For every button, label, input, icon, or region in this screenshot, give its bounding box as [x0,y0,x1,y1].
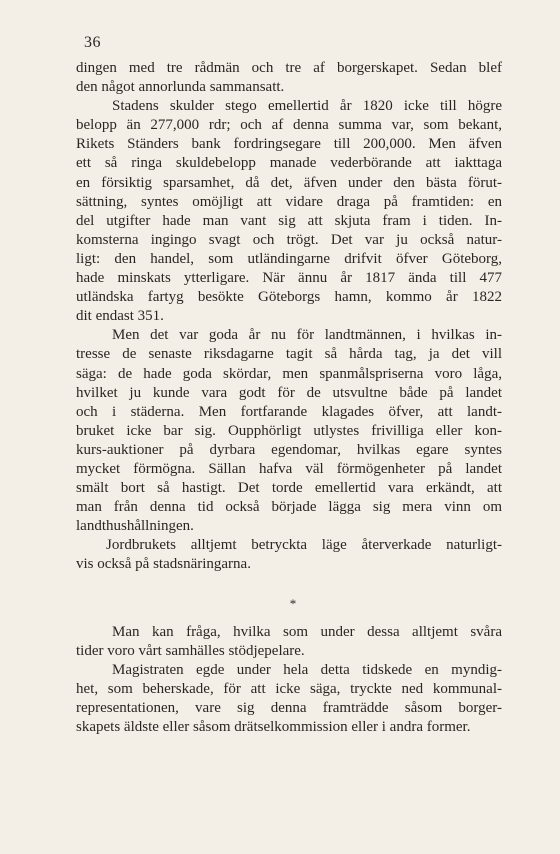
text-line: en försiktig sparsamhet, då det, äfven under den bästa förut- [76,174,502,191]
text-line: skapets äldste eller såsom drätselkommission eller i andra former. [76,719,471,735]
text-line: ligt: den handel, som utländingarne drifvit öfver Göteborg, [76,250,502,267]
text-line: Jordbrukets alltjemt betryckta läge återverkade naturligt- [106,537,502,554]
text-line: komsterna ingingo svagt och trögt. Det var ju också natur- [76,231,502,248]
text-line: tider voro vårt samhälles stödjepelare. [76,642,305,659]
paragraph [76,623,502,661]
text-line: tresse de senaste riksdagarne tagit så hårda tag, ja det vill [76,346,502,363]
text-line: representationen, vare sig denna framträdde såsom borger- [76,699,502,716]
page-number: 36 [84,34,101,51]
text-line: och i städerna. Men fortfarande klagades öfver, att landt- [76,403,502,420]
text-line: mycket förmögna. Sällan hafva väl förmögenheter på landet [76,460,502,477]
paragraph [76,97,502,326]
text-line: säga: de hade goda skördar, men spanmålspriserna voro låga, [76,365,502,382]
text-line: del utgifter hade man vant sig att skjuta fram i tiden. In- [76,212,502,229]
paragraph [76,326,502,536]
text-line: Stadens skulder stego emellertid år 1820 icke till högre [112,98,502,115]
paragraph [76,536,502,574]
text-line: Rikets Ständers bank fordringsegare till 200,000. Men äfven [76,136,502,153]
text-line: bruket icke bar sig. Oupphörligt utlystes frivilliga eller kon- [76,422,502,439]
text-line: dit endast 351. [76,308,164,325]
text-line: Magistraten egde under hela detta tidskede en myndig- [112,661,502,678]
paragraph [76,661,502,737]
text-line: hade minskats ytterligare. När ännu år 1817 ända till 477 [76,270,502,287]
text-line: belopp än 277,000 rdr; och af denna summa var, som bekant, [76,117,502,134]
paragraph [76,59,502,97]
text-line: den något annorlunda sammansatt. [76,79,285,96]
text-line: hvilket ju kunde vara godt för de utsvultne både på landet [76,384,502,401]
text-line: man från denna tid också började lägga sig mera vinn om [76,499,502,516]
text-line: Man kan fråga, hvilka som under dessa alltjemt svåra [112,623,502,640]
page-body [76,59,502,737]
section-break-asterisk: * [289,595,297,611]
text-line: kurs-auktioner på dyrbara egendomar, hvilkas egare syntes [76,441,502,458]
text-line: smält bort så hastigt. Det torde emellertid vara erkändt, att [76,480,502,497]
text-line: dingen med tre rådmän och tre af borgerskapet. Sedan blef [76,60,502,76]
text-line: landthushållningen. [76,518,194,535]
text-line: ett så ringa skuldebelopp manade vederbörande att iakttaga [76,155,502,172]
text-line: sättning, syntes omöjligt att vidare draga på framtiden: en [76,193,502,210]
text-line: vis också på stadsnäringarna. [76,556,251,573]
text-line: Men det var goda år nu för landtmännen, i hvilkas in- [112,327,502,344]
text-line: utländska fartyg besökte Göteborgs hamn, kommo år 1822 [76,289,502,306]
text-line: het, som beherskade, för att icke säga, tryckte ned kommunal- [76,680,502,697]
